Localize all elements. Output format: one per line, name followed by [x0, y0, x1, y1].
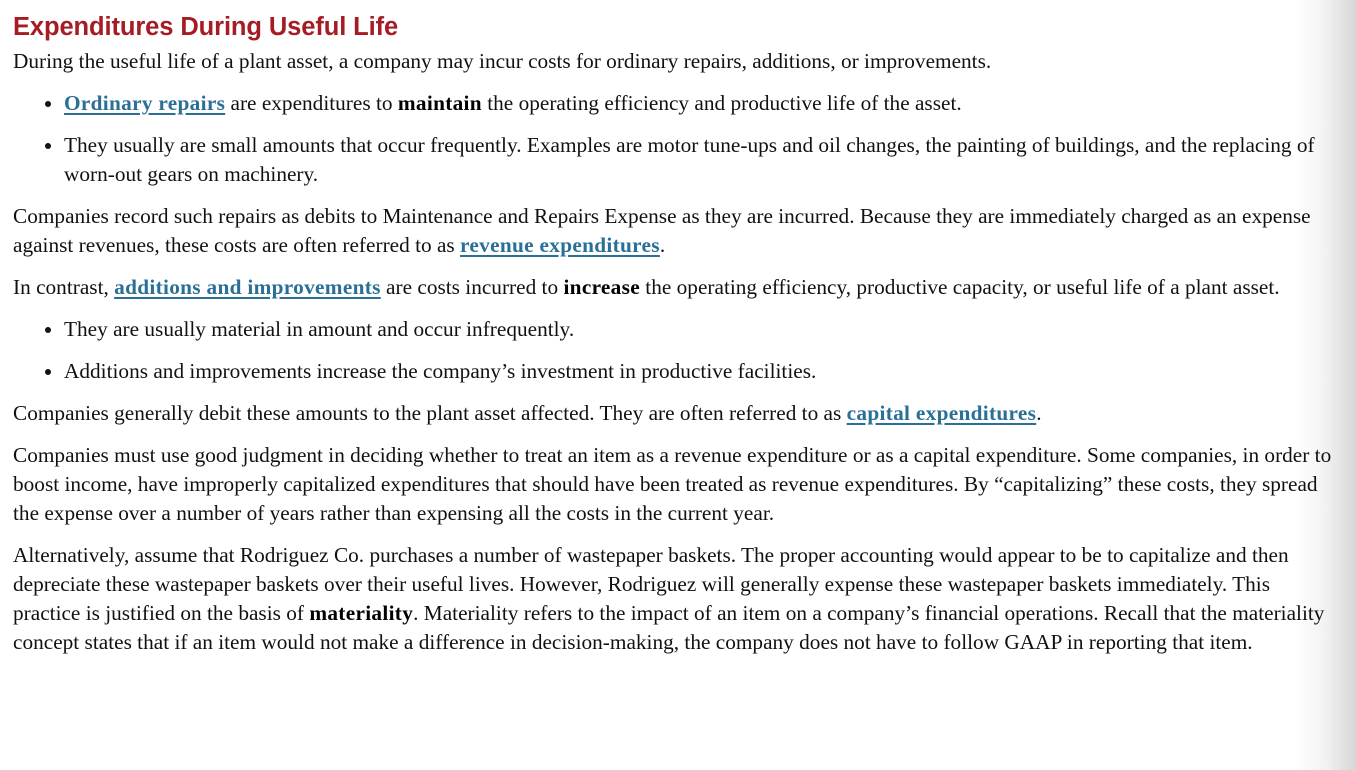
list-item: • They are usually material in amount and occur infrequently. — [64, 315, 1338, 344]
judgment-paragraph: Companies must use good judgment in deciding whether to treat an item as a revenue expenditure or as a capital expenditure. Some companies, in order to boost income, have improperly capitalized expenditures that should have been treated as revenue expenditures. By “capitalizing” these costs, they spread the expense over a number of years rather than expensing all the costs in the current year. — [13, 443, 1332, 525]
intro-paragraph: During the useful life of a plant asset, a company may incur costs for ordinary repairs, additions, or improvements. — [13, 49, 992, 73]
additions-paragraph — [13, 273, 1338, 302]
text-span: are expenditures to — [225, 91, 398, 115]
text-span: . — [659, 233, 666, 257]
emphasis-materiality: materiality — [309, 601, 414, 625]
materiality-paragraph — [13, 541, 1338, 657]
ordinary-repairs-link[interactable]: Ordinary repairs — [64, 91, 226, 115]
text-span: . Materiality refers to the impact of an item on a company’s financial operations. Recall that the materiality concept states that if an item would not make a difference in decision-making, the company does not have to follow GAAP in reporting that item. — [13, 601, 1325, 654]
list-item: • Additions and improvements increase the company’s investment in productive facilities. — [64, 357, 1338, 386]
text-span: Companies record such repairs as debits to Maintenance and Repairs Expense as they are incurred. Because they are immediately charged as an expense against revenues, these costs are often referred to as — [13, 204, 1311, 257]
revenue-expenditures-paragraph — [13, 202, 1338, 260]
text-span: the operating efficiency and productive life of the asset. — [481, 91, 962, 115]
additions-list — [13, 315, 1338, 386]
text-span: Alternatively, assume that Rodriguez Co. purchases a number of wastepaper baskets. The proper accounting would appear to be to capitalize and then depreciate these wastepaper baskets over their useful lives. However, Rodriguez will generally expense these wastepaper baskets immediately. This practice is justified on the basis of — [13, 543, 1289, 625]
text-span: . — [1036, 401, 1042, 425]
emphasis-maintain: maintain — [397, 91, 482, 115]
text-span: In contrast, — [13, 275, 115, 299]
revenue-expenditures-link[interactable]: revenue expenditures — [460, 233, 660, 257]
ordinary-repairs-list — [13, 89, 1338, 189]
text-span: are costs incurred to — [380, 275, 564, 299]
text-span: Companies generally debit these amounts to the plant asset affected. They are often referred to as — [13, 401, 847, 425]
list-item: • They usually are small amounts that occur frequently. Examples are motor tune-ups and oil changes, the painting of buildings, and the replacing of worn-out gears on machinery. — [64, 131, 1338, 189]
text-span: the operating efficiency, productive capacity, or useful life of a plant asset. — [639, 275, 1280, 299]
section-heading: Expenditures During Useful Life — [13, 13, 399, 41]
emphasis-increase: increase — [563, 275, 640, 299]
list-item — [64, 89, 1338, 118]
capital-expenditures-link[interactable]: capital expenditures — [846, 401, 1037, 425]
document-content — [13, 10, 1338, 670]
capital-expenditures-paragraph — [13, 399, 1338, 428]
additions-and-improvements-link[interactable]: additions and improvements — [114, 275, 381, 299]
